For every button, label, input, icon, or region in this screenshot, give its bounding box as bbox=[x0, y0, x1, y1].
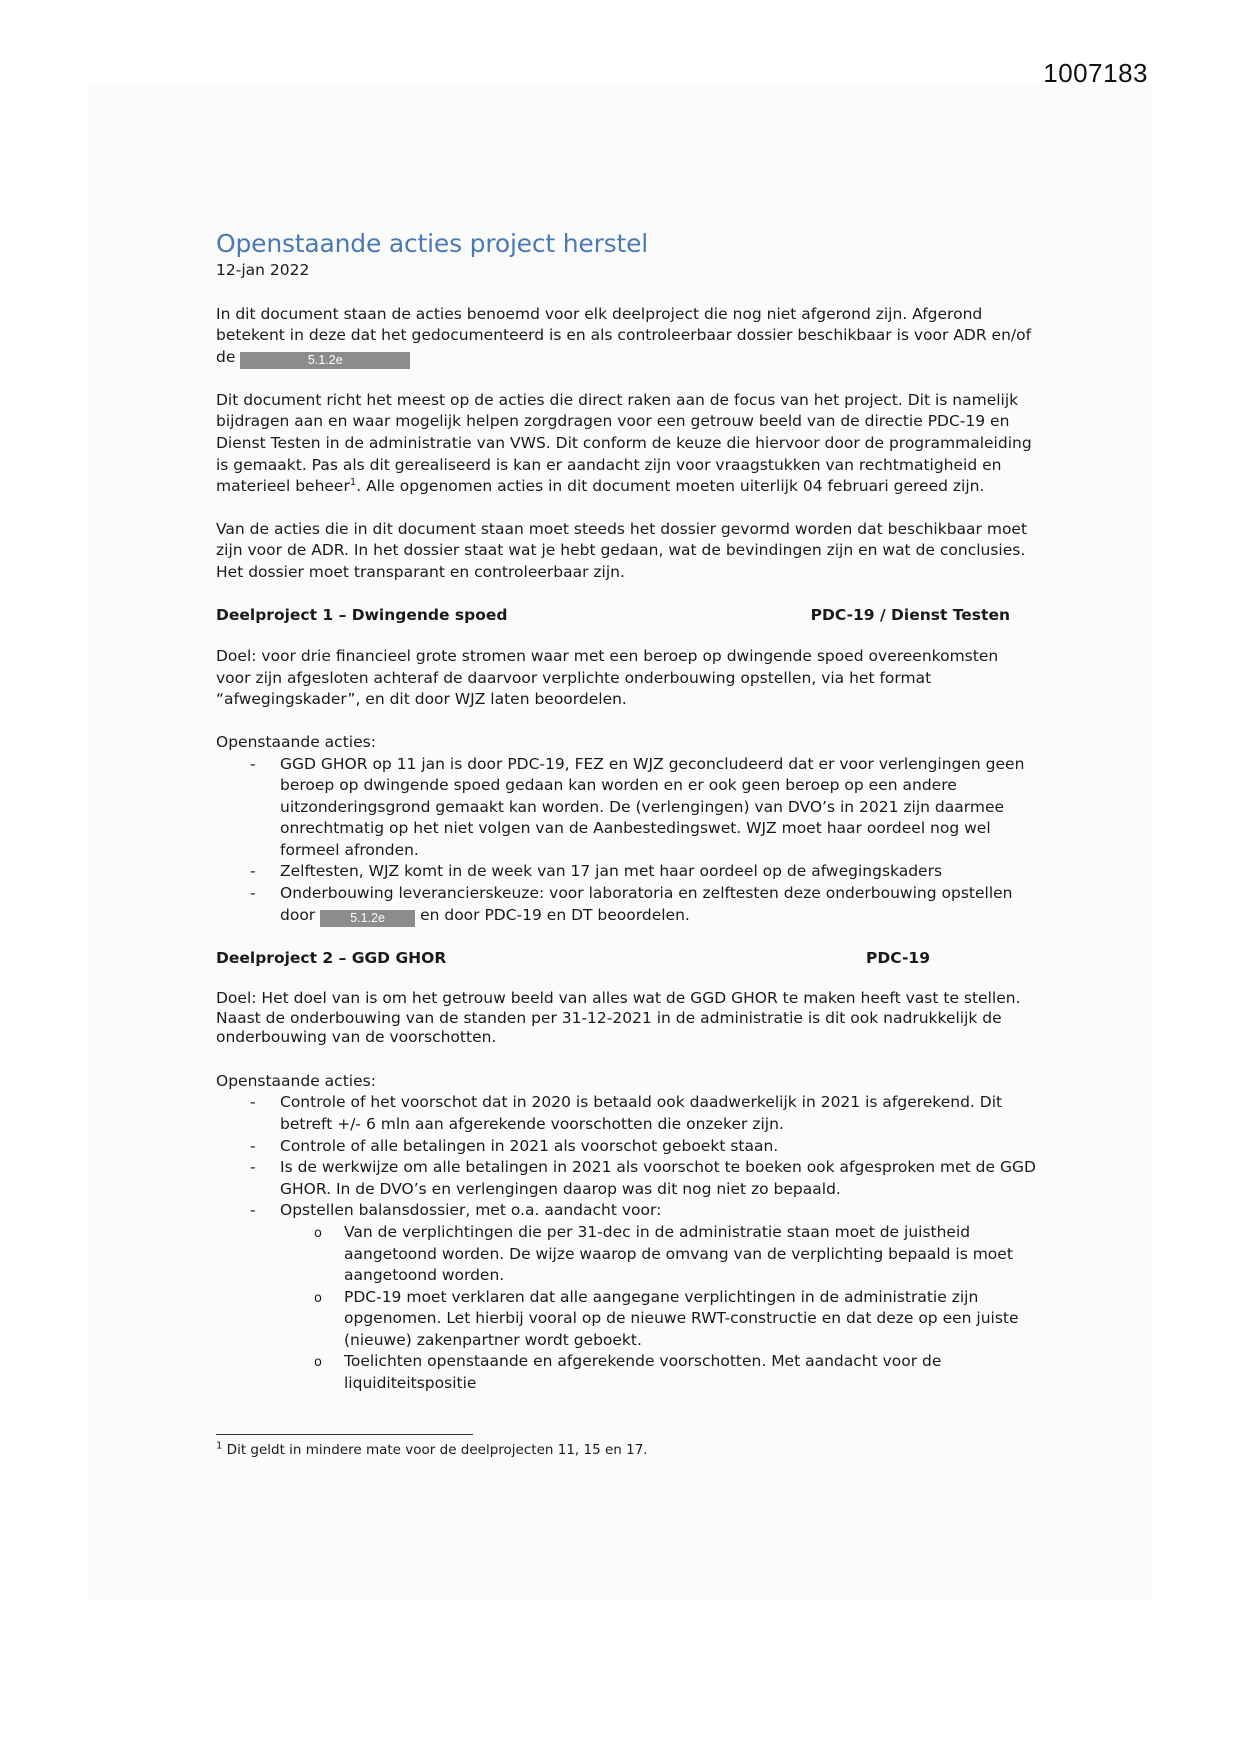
project-2-action-list bbox=[216, 1092, 1036, 1394]
list-item bbox=[216, 1200, 1036, 1394]
project-1-goal: Doel: voor drie financieel grote stromen waar met een beroep op dwingende spoed overeenkomsten voor zijn afgesloten achteraf de daarvoor verplichte onderbouwing opstellen, via het format “afwegingskader”, en dit door WJZ laten beoordelen. bbox=[216, 647, 999, 709]
redaction-box: 5.1.2e bbox=[240, 352, 410, 369]
footnote-reference[interactable]: 1 bbox=[349, 477, 357, 488]
project-2-header bbox=[216, 948, 1036, 970]
sub-list-item: o Toelichten openstaande en afgerekende voorschotten. Met aandacht voor de liquiditeitspositie bbox=[280, 1351, 1036, 1394]
intro-paragraph-1-text: In dit document staan de acties benoemd voor elk deelproject die nog niet afgerond zijn. Afgerond betekent in deze dat het gedocumenteerd is en als controleerbaar dossier beschikbaar is voor ADR en/of de bbox=[216, 304, 1032, 366]
sub-list-item: o Van de verplichtingen die per 31-dec in de administratie staan moet de juistheid aangetoond worden. De wijze waarop de omvang van de verplichting bepaald is moet aangetoond worden. bbox=[280, 1222, 1036, 1287]
project-2-goal: Doel: Het doel van is om het getrouw beeld van alles wat de GGD GHOR te maken heeft vast te stellen. Naast de onderbouwing van de standen per 31-12-2021 in de administratie is dit ook nadrukkelijk de onderbouwing van de voorschotten. bbox=[216, 989, 1021, 1047]
project-1-owner: PDC-19 / Dienst Testen bbox=[810, 605, 1010, 624]
list-item: - Controle of alle betalingen in 2021 als voorschot geboekt staan. bbox=[216, 1136, 1036, 1158]
project-2-sub-action-list bbox=[280, 1222, 1036, 1395]
project-2-heading: Deelproject 2 – GGD GHOR bbox=[216, 948, 447, 967]
footnote-marker: 1 bbox=[216, 1440, 223, 1452]
list-item: - Controle of het voorschot dat in 2020 is betaald ook daadwerkelijk in 2021 is afgerekend. Dit betreft +/- 6 mln aan afgerekende voorschotten die onzeker zijn. bbox=[216, 1092, 1036, 1135]
document-number: 1007183 bbox=[1043, 58, 1148, 88]
intro-paragraph-2-text-end: . Alle opgenomen acties in dit document moeten uiterlijk 04 februari gereed zijn. bbox=[356, 477, 985, 496]
project-1-actions-label: Openstaande acties: bbox=[216, 732, 376, 751]
footnote-text: Dit geldt in mindere mate voor de deelprojecten 11, 15 en 17. bbox=[226, 1442, 648, 1458]
list-item: - GGD GHOR op 11 jan is door PDC-19, FEZ en WJZ geconcludeerd dat er voor verlengingen geen beroep op dwingende spoed gedaan kan worden en er ook geen beroep op een andere uitzonderingsgrond gemaakt kan worden. De (verlengingen) van DVO’s in 2021 zijn daarmee onrechtmatig op het niet volgen van de Aanbestedingswet. WJZ moet haar oordeel nog wel formeel afronden. bbox=[216, 754, 1036, 862]
intro-paragraph-3: Van de acties die in dit document staan moet steeds het dossier gevormd worden dat beschikbaar moet zijn voor de ADR. In het dossier staat wat je hebt gedaan, wat de bevindingen zijn en wat de conclusies. Het dossier moet transparant en controleerbaar zijn. bbox=[216, 519, 1028, 581]
document-body bbox=[216, 228, 1036, 1416]
project-1-header bbox=[216, 605, 1036, 627]
list-item-text-end: en door PDC-19 en DT beoordelen. bbox=[420, 905, 690, 924]
sub-list-item: o PDC-19 moet verklaren dat alle aangegane verplichtingen in de administratie zijn opgenomen. Let hierbij vooral op de nieuwe RWT-constructie en dat deze op een juiste (nieuwe) zakenpartner wordt geboekt. bbox=[280, 1287, 1036, 1352]
project-1-heading: Deelproject 1 – Dwingende spoed bbox=[216, 605, 508, 624]
page-title: Openstaande acties project herstel bbox=[216, 229, 649, 258]
list-item bbox=[216, 883, 1036, 927]
project-2-actions-label: Openstaande acties: bbox=[216, 1071, 376, 1090]
footnote-divider bbox=[216, 1434, 473, 1435]
intro-paragraph-2 bbox=[216, 390, 1036, 498]
list-item: - Zelftesten, WJZ komt in de week van 17 jan met haar oordeel op de afwegingskaders bbox=[216, 861, 1036, 883]
redaction-box: 5.1.2e bbox=[320, 910, 415, 927]
list-item: - Is de werkwijze om alle betalingen in 2021 als voorschot te boeken ook afgesproken met de GGD GHOR. In de DVO’s en verlengingen daarop was dit nog niet zo bepaald. bbox=[216, 1157, 1036, 1200]
intro-paragraph-2-text: Dit document richt het meest op de acties die direct raken aan de focus van het project. Dit is namelijk bijdragen aan en waar mogelijk helpen zorgdragen voor een getrouw beeld van de directie PDC-19 en Dienst Testen in de administratie van VWS. Dit conform de keuze die hiervoor door de programmaleiding is gemaakt. Pas als dit gerealiseerd is kan er aandacht zijn voor vraagstukken van rechtmatigheid en materieel beheer bbox=[216, 390, 1032, 496]
intro-paragraph-1 bbox=[216, 304, 1036, 369]
list-item-text: Onderbouwing leverancierskeuze: voor laboratoria en zelftesten deze onderbouwing opstellen door bbox=[280, 884, 1013, 924]
document-date: 12-jan 2022 bbox=[216, 261, 310, 279]
project-1-action-list bbox=[216, 754, 1036, 927]
list-item-text: Opstellen balansdossier, met o.a. aandacht voor: bbox=[280, 1201, 662, 1220]
project-2-owner: PDC-19 bbox=[866, 948, 930, 967]
footnote bbox=[216, 1441, 648, 1459]
